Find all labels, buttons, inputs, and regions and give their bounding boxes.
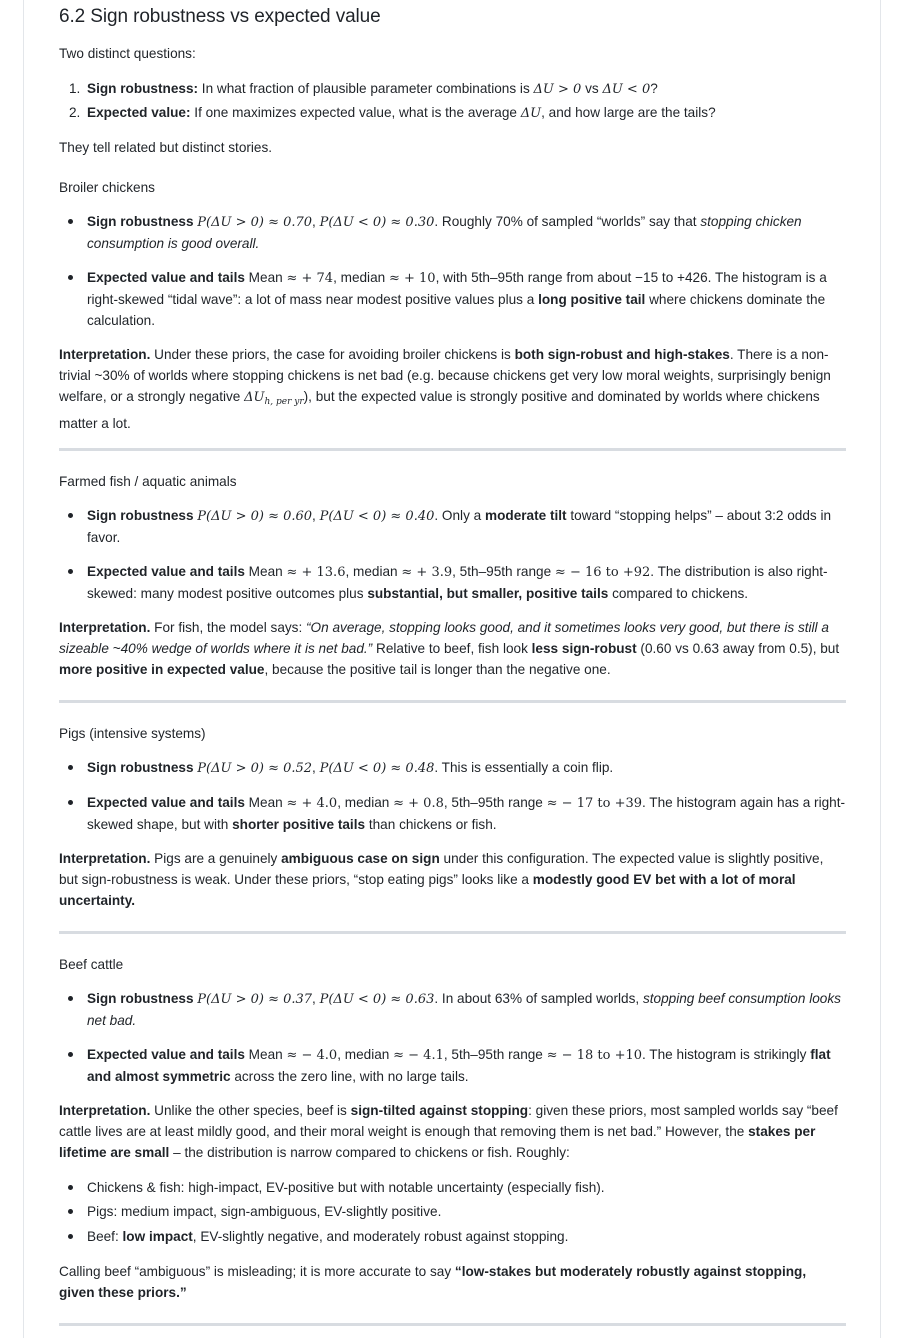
interp-text: (0.60 vs 0.63 away from 0.5), but: [636, 641, 840, 656]
question-text: ?: [650, 81, 658, 96]
item-text: Mean: [244, 795, 287, 810]
fish-interpretation: [59, 617, 845, 680]
math-expr: P(ΔU < 0) ≈ 0.40: [319, 509, 435, 524]
item-text: , 5th–95th range: [452, 564, 555, 579]
bullet: [68, 275, 73, 280]
fish-heading: Farmed fish / aquatic animals: [59, 474, 237, 489]
interp-text: Unlike the other species, beef is: [150, 1103, 351, 1118]
interp-emphasis: more positive in expected value: [59, 662, 265, 677]
bullet: [68, 569, 73, 574]
item-text: Beef:: [87, 1229, 123, 1244]
math-expr: ΔU: [244, 390, 265, 405]
question-item: [69, 78, 845, 100]
item-emphasis: low impact: [122, 1229, 193, 1244]
math-expr: ≈ + 10: [388, 271, 436, 286]
section-title: 6.2 Sign robustness vs expected value: [59, 6, 381, 27]
item-emphasis: stopping chicken consumption is good overall.: [87, 214, 802, 251]
list-item: Sign robustness P(ΔU > 0) ≈ 0.37, P(ΔU < 0) ≈ 0.63. In about 63% of sampled worlds, stopping beef consumption looks net bad.: [87, 988, 845, 1031]
interp-text: For fish, the model says:: [150, 620, 307, 635]
item-label: Expected value and tails: [87, 1047, 245, 1062]
interp-text: : given these priors, most sampled worlds say “beef cattle lives are at least mildly good, and their moral weight is enough that removing them is net bad.” However, the: [59, 1103, 838, 1139]
math-expr: ≈ + 3.9: [401, 565, 453, 580]
math-expr: ΔU > 0: [533, 82, 582, 97]
interp-text: Relative to beef, fish look: [372, 641, 532, 656]
item-text: . The histogram is strikingly: [642, 1047, 811, 1062]
closing-body: Calling beef “ambiguous” is misleading; it is more accurate to say: [59, 1264, 455, 1279]
item-text: , median: [337, 795, 394, 810]
math-expr: ≈ + 4.0: [286, 796, 338, 811]
item-text: , median: [345, 564, 402, 579]
math-expr: ≈ + 74: [286, 271, 334, 286]
list-number: 2.: [69, 105, 81, 120]
math-expr: ≈ − 16 to +92: [554, 565, 651, 580]
interp-label: Interpretation.: [59, 851, 151, 866]
item-text: . Only a: [434, 508, 485, 523]
item-emphasis: shorter positive tails: [232, 817, 366, 832]
item-text: across the zero line, with no large tails.: [230, 1069, 469, 1084]
bullet: [68, 1185, 73, 1190]
interp-label: Interpretation.: [59, 620, 151, 635]
intro-text: Two distinct questions:: [59, 46, 196, 61]
item-emphasis: substantial, but smaller, positive tails: [367, 586, 609, 601]
divider: [59, 448, 846, 451]
stories-text: They tell related but distinct stories.: [59, 140, 273, 155]
math-expr: ≈ − 4.0: [286, 1048, 338, 1063]
item-text: Chickens & fish: high-impact, EV-positive but with notable uncertainty (especially fish).: [87, 1180, 605, 1195]
math-expr: ΔU: [520, 106, 542, 121]
item-text: toward “stopping helps” – about 3:2 odds in favor.: [87, 508, 832, 545]
interp-text: Under these priors, the case for avoiding broiler chickens is: [150, 347, 515, 362]
bullet: [68, 513, 73, 518]
interp-emphasis: sign-tilted against stopping: [350, 1103, 529, 1118]
item-text: than chickens or fish.: [365, 817, 497, 832]
beef-heading: Beef cattle: [59, 957, 124, 972]
math-expr: ΔU < 0: [602, 82, 651, 97]
interp-text: Pigs are a genuinely: [150, 851, 282, 866]
math-expr: ≈ + 0.8: [393, 796, 444, 811]
item-emphasis: stopping beef consumption looks net bad.: [87, 991, 841, 1028]
divider: [59, 931, 846, 934]
question-item: [69, 102, 845, 124]
list-number: 1.: [69, 81, 81, 96]
item-text: Mean: [244, 270, 287, 285]
interp-emphasis: both sign-robust and high-stakes: [514, 347, 730, 362]
beef-interpretation: [59, 1100, 845, 1163]
math-expr: P(ΔU < 0) ≈ 0.63: [319, 992, 435, 1007]
divider: [59, 1323, 846, 1326]
math-expr: ≈ + 13.6: [286, 565, 346, 580]
item-text: , EV-slightly negative, and moderately robust against stopping.: [192, 1229, 569, 1244]
interp-emphasis: modestly good EV bet with a lot of moral uncertainty.: [59, 872, 796, 908]
item-text: , median: [333, 270, 389, 285]
item-emphasis: moderate tilt: [485, 508, 567, 523]
bullet: [68, 219, 73, 224]
math-expr: P(ΔU > 0) ≈ 0.52: [197, 761, 313, 776]
math-expr: ≈ − 17 to +39: [546, 796, 642, 811]
item-text: , 5th–95th range: [443, 1047, 547, 1062]
item-label: Expected value and tails: [87, 270, 245, 285]
math-expr: P(ΔU > 0) ≈ 0.37: [197, 992, 313, 1007]
closing-emphasis: “low-stakes but moderately robustly against stopping, given these priors.”: [59, 1264, 807, 1300]
math-subscript: h, per yr: [264, 397, 304, 407]
list-item: [87, 1201, 845, 1222]
question-text: If one maximizes expected value, what is the average: [190, 105, 521, 120]
question-text: vs: [581, 81, 603, 96]
item-text: where chickens dominate the calculation.: [87, 292, 826, 328]
item-label: Sign robustness: [87, 508, 194, 523]
item-text: , with 5th–95th range from about −15 to +426. The histogram is a right-skewed “tidal wave”: a lot of mass near modest positive values plus a: [87, 270, 827, 307]
item-text: , 5th–95th range: [443, 795, 547, 810]
item-label: Sign robustness: [87, 214, 194, 229]
closing-text: [59, 1261, 845, 1303]
math-expr: P(ΔU > 0) ≈ 0.60: [197, 509, 313, 524]
chickens-interpretation: [59, 344, 845, 434]
item-text: compared to chickens.: [608, 586, 749, 601]
item-text: . In about 63% of sampled worlds,: [434, 991, 643, 1006]
item-text: Mean: [244, 1047, 287, 1062]
item-label: Sign robustness: [87, 760, 194, 775]
bullet: [68, 1234, 73, 1239]
bullet: [68, 996, 73, 1001]
bullet: [68, 1052, 73, 1057]
bullet: [68, 1209, 73, 1214]
math-expr: P(ΔU > 0) ≈ 0.70: [197, 215, 313, 230]
list-item: Sign robustness P(ΔU > 0) ≈ 0.70, P(ΔU < 0) ≈ 0.30. Roughly 70% of sampled “worlds” say that stopping chicken consumption is good overall.: [87, 211, 845, 254]
bullet: [68, 765, 73, 770]
item-text: . This is essentially a coin flip.: [434, 760, 614, 775]
interp-text: ), but the expected value is strongly positive and dominated by worlds where chickens matter a lot.: [59, 389, 820, 431]
list-item: [87, 792, 845, 835]
list-item: [87, 561, 845, 604]
math-expr: ≈ − 18 to +10: [546, 1048, 642, 1063]
item-text: . Roughly 70% of sampled “worlds” say that: [434, 214, 701, 229]
question-label: Sign robustness:: [87, 81, 199, 96]
list-item: Sign robustness P(ΔU > 0) ≈ 0.52, P(ΔU < 0) ≈ 0.48. This is essentially a coin flip.: [87, 757, 845, 779]
interp-quote: “On average, stopping looks good, and it sometimes looks very good, but there is still a sizeable ~40% wedge of worlds where it is net bad.”: [59, 620, 829, 656]
math-expr: ≈ − 4.1: [393, 1048, 444, 1063]
item-text: Pigs: medium impact, sign-ambiguous, EV-slightly positive.: [87, 1204, 442, 1219]
interp-label: Interpretation.: [59, 1103, 151, 1118]
interp-label: Interpretation.: [59, 347, 151, 362]
interp-emphasis: stakes per lifetime are small: [59, 1124, 816, 1160]
divider: [59, 700, 846, 703]
item-emphasis: long positive tail: [538, 292, 646, 307]
chickens-heading: Broiler chickens: [59, 180, 155, 195]
item-text: , median: [337, 1047, 394, 1062]
list-item: [87, 1044, 845, 1087]
interp-emphasis: less sign-robust: [531, 641, 637, 656]
item-text: . The distribution is also right-skewed: many modest positive outcomes plus: [87, 564, 828, 601]
list-item: [87, 1226, 845, 1247]
interp-text: , because the positive tail is longer than the negative one.: [264, 662, 611, 677]
question-label: Expected value:: [87, 105, 191, 120]
pigs-heading: Pigs (intensive systems): [59, 726, 206, 741]
interp-emphasis: ambiguous case on sign: [281, 851, 440, 866]
list-item: [87, 1177, 845, 1198]
bullet: [68, 800, 73, 805]
item-label: Expected value and tails: [87, 795, 245, 810]
item-emphasis: flat and almost symmetric: [87, 1047, 831, 1084]
item-text: Mean: [244, 564, 287, 579]
list-item: Sign robustness P(ΔU > 0) ≈ 0.60, P(ΔU < 0) ≈ 0.40. Only a moderate tilt toward “stopping helps” – about 3:2 odds in favor.: [87, 505, 845, 548]
item-label: Sign robustness: [87, 991, 194, 1006]
interp-text: under this configuration. The expected value is slightly positive, but sign-robustness is weak. Under these priors, “stop eating pigs” looks like a: [59, 851, 824, 887]
list-item: [87, 267, 845, 331]
question-text: , and how large are the tails?: [541, 105, 716, 120]
math-expr: P(ΔU < 0) ≈ 0.30: [319, 215, 435, 230]
question-text: In what fraction of plausible parameter combinations is: [198, 81, 534, 96]
math-expr: P(ΔU < 0) ≈ 0.48: [319, 761, 435, 776]
pigs-interpretation: [59, 848, 845, 911]
interp-text: . There is a non-trivial ~30% of worlds where stopping chickens is net bad (e.g. because chickens get very low moral weights, surprisingly benign welfare, or a strongly negative: [59, 347, 831, 404]
item-label: Expected value and tails: [87, 564, 245, 579]
interp-text: – the distribution is narrow compared to chickens or fish. Roughly:: [169, 1145, 570, 1160]
item-text: . The histogram again has a right-skewed shape, but with: [87, 795, 846, 832]
